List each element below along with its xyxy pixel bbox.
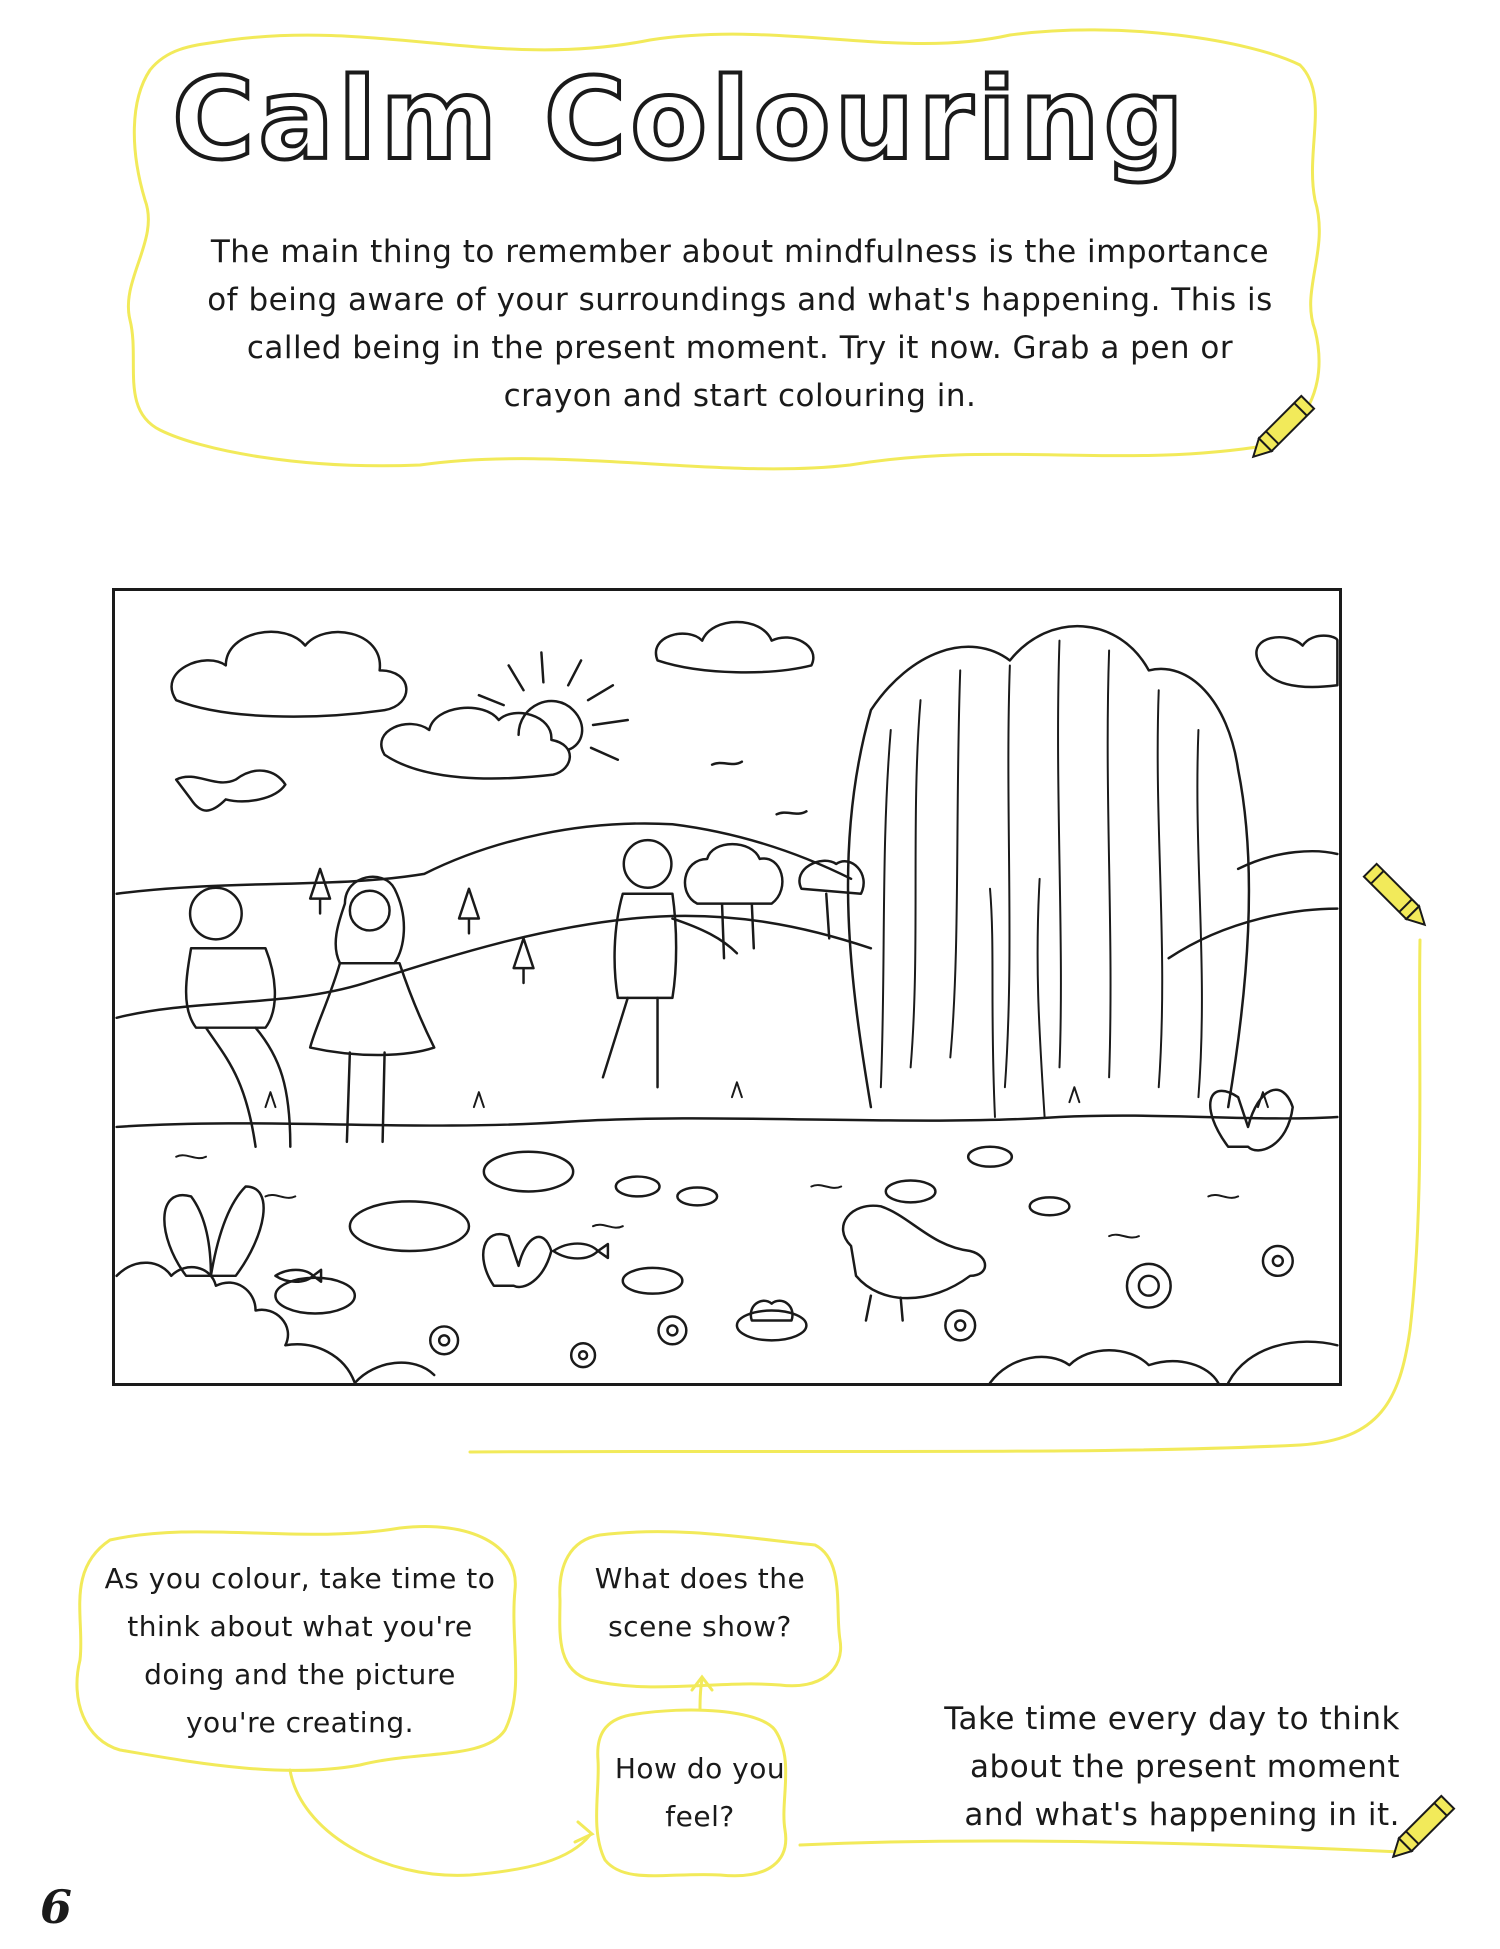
willow-branches [881, 641, 1202, 1117]
intro-text: The main thing to remember about mindfulness is the importance of being aware of your surroundings and what's happening. This is called being in the present moment. Try it now. Grab a pen or crayon and start colouring in. [207, 234, 1273, 414]
child-standing-boy [603, 840, 737, 1087]
bird-icon [712, 762, 742, 765]
butterfly-icon [1210, 1090, 1292, 1151]
fish-icon [553, 1244, 608, 1259]
tree [685, 844, 782, 958]
bird-icon [777, 811, 807, 814]
bird-icon [843, 1206, 985, 1321]
lily-pads [616, 1147, 1070, 1215]
flowers [430, 1246, 1292, 1367]
grass [265, 1082, 1267, 1107]
page-title: Calm Colouring [172, 55, 1188, 185]
willow-tree [848, 626, 1249, 1107]
water-ripples [176, 1155, 1238, 1237]
bubble-scene-question: What does the scene show? [594, 1562, 806, 1643]
sun-icon [519, 701, 583, 750]
crayon-icon [1364, 864, 1431, 931]
pine-tree [514, 938, 534, 983]
cloud [381, 708, 570, 779]
arrow-icon [575, 1822, 592, 1842]
closing-text: Take time every day to think about the present moment and what's happening in it. [944, 1701, 1400, 1833]
colouring-scene[interactable] [112, 588, 1342, 1386]
bubble-colour-tip: As you colour, take time to think about what you're doing and the picture you're creating. [104, 1562, 496, 1739]
sun-rays [479, 653, 628, 760]
cloud [1256, 636, 1337, 687]
page-number: 6 [40, 1880, 73, 1934]
hills [117, 823, 1338, 1017]
connector-bubble1-to-feel [290, 1770, 590, 1875]
cloud [172, 632, 407, 717]
pond-edge [117, 1116, 1338, 1127]
child-sitting-boy [186, 888, 290, 1147]
bird-icon [176, 771, 285, 811]
connector-feel-to-scene [700, 1680, 702, 1710]
pine-tree [310, 869, 330, 914]
bubble-feel-question: How do you feel? [614, 1752, 786, 1833]
pine-tree [459, 889, 479, 934]
butterfly-icon [483, 1234, 551, 1287]
cloud [656, 622, 813, 672]
connector-feel-to-closing [800, 1841, 1400, 1852]
pond-rocks [275, 1152, 806, 1341]
tree [799, 861, 863, 939]
butterfly-icon [164, 1186, 263, 1275]
child-sitting-girl [310, 877, 434, 1142]
